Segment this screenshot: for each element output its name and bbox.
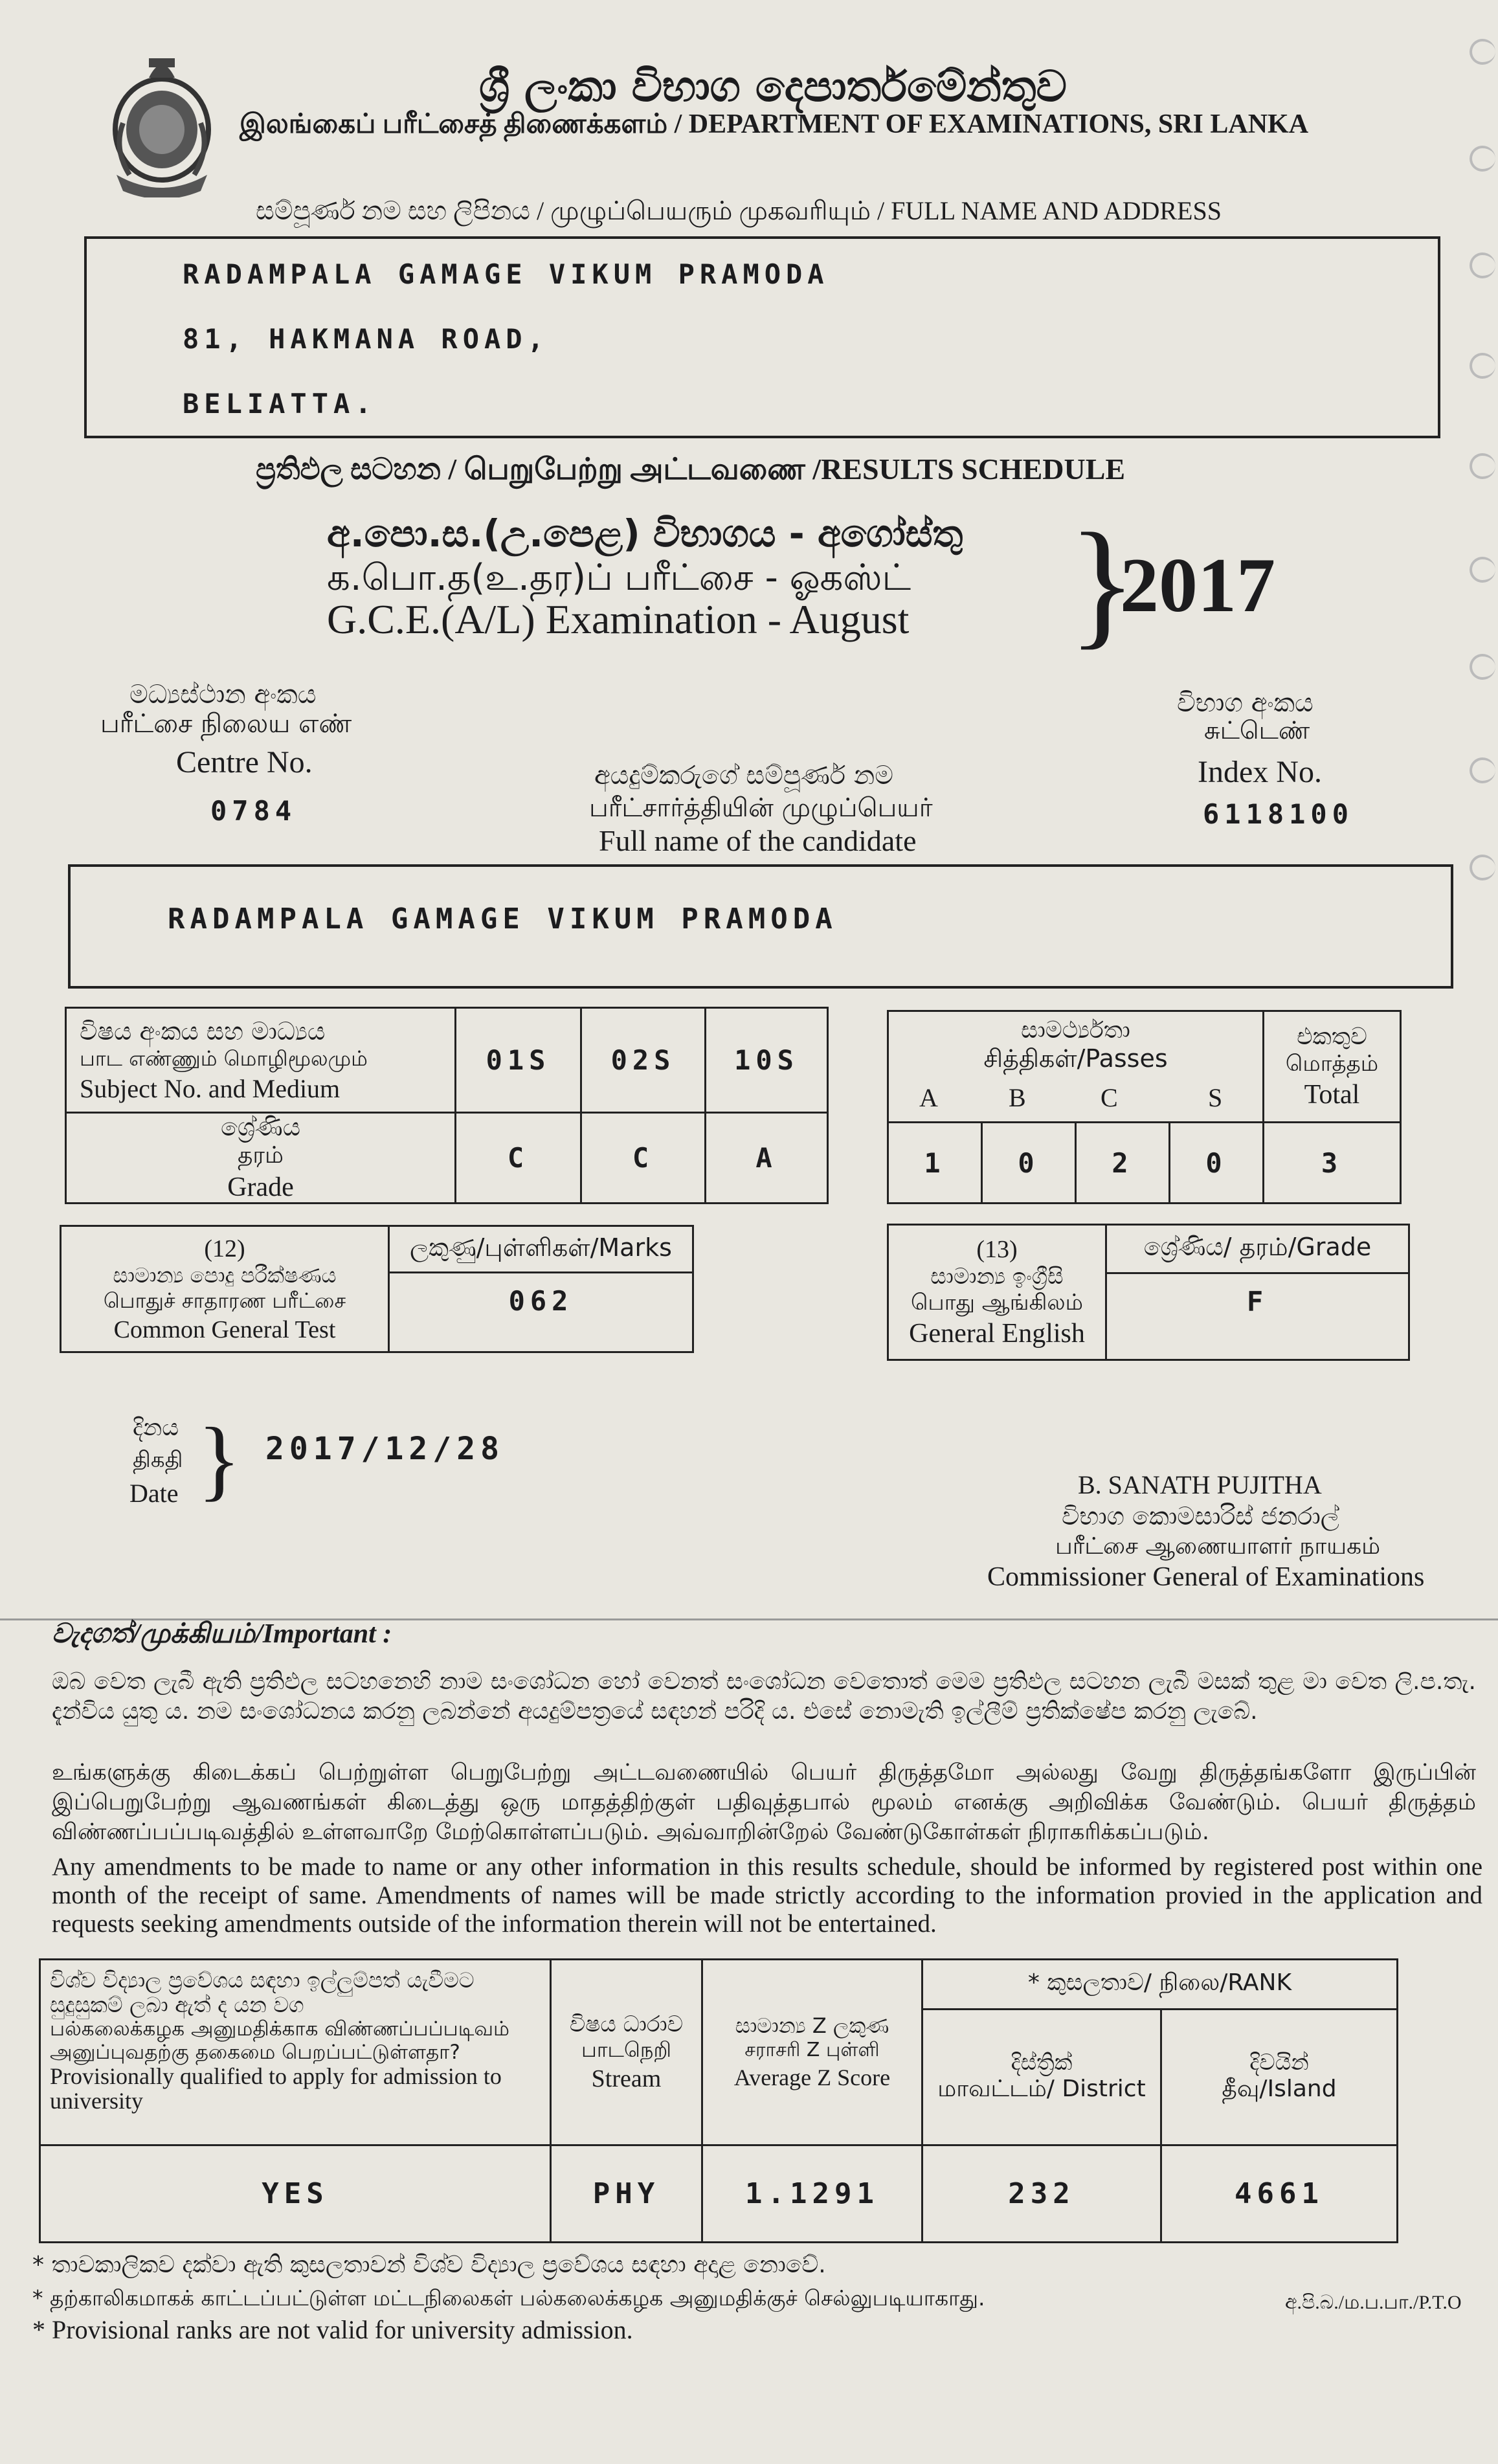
exam-title-sinhala: අ.පො.ස.(උ.පෙළ) විභාගය - අගෝස්තු [327,511,963,555]
stream-label-english: Stream [591,2065,662,2092]
binder-ring [1470,39,1495,65]
island-header [1160,2008,1398,2146]
qualified-question-sinhala: විශ්ව විද්‍යාල ප්‍රවේශය සඳහා ඉල්ලුම්පත් යැවීමට සුදුසුකම් ලබා ඇත් ද යන වග [50,1967,475,2017]
candidate-label-tamil: பரீட்சார்த்தியின் முழுப்பெயர் [589,793,933,823]
address-box [84,236,1440,438]
signatory-title-english: Commissioner General of Examinations [987,1562,1425,1592]
centre-label-tamil: பரீட்சை நிலைய எண் [100,709,352,739]
subject-header-label [65,1007,456,1114]
passes-table [887,1010,1402,1204]
cgt-marks-value: 062 [388,1271,694,1353]
date-label-tamil: திகதி [133,1447,183,1473]
rank-header [921,1958,1398,2010]
total-label-english: Total [1304,1079,1360,1110]
passes-count-c: 2 [1075,1121,1170,1204]
cgt-label [60,1225,390,1353]
ge-grade-header [1105,1224,1410,1274]
cgt-marks-header [388,1225,694,1273]
date-value: 2017/12/28 [265,1431,504,1467]
common-general-test-table [60,1225,694,1353]
ge-grade-value: F [1105,1272,1410,1361]
cgt-label-sinhala: සාමාන්‍ය පොදු පරීක්ෂණය [113,1262,337,1288]
qualified-question [39,1958,552,2146]
sri-lanka-emblem-icon [104,45,220,197]
total-header [1262,1010,1402,1123]
centre-label-english: Centre No. [176,745,313,779]
university-admission-table [39,1958,1398,2243]
stream-header [550,1958,703,2146]
stream-value: PHY [550,2144,703,2243]
passes-count-s: 0 [1168,1121,1264,1204]
address-line-street: 81, HAKMANA ROAD, [183,323,549,355]
qualified-value: YES [39,2144,552,2243]
island-label: தீவு/Island [1222,2075,1337,2102]
grade-label-english: Grade [227,1172,294,1202]
index-number: 6118100 [1203,798,1354,830]
general-english-table [887,1224,1410,1361]
binder-ring [1470,757,1495,783]
cgt-label-english: Common General Test [113,1316,336,1343]
exam-year: 2017 [1120,542,1275,628]
brace-icon: } [197,1409,241,1510]
passes-letter-b: B [1009,1083,1026,1112]
district-header [921,2008,1162,2146]
candidate-name-box [68,864,1453,989]
qualified-question-tamil: பல்கலைக்கழக அனுமதிக்காக விண்ணப்பப்படிவம் அனுப்புவதற்கு தகைமை பெறப்பட்டுள்ளதா? [50,2017,510,2064]
cgt-label-tamil: பொதுச் சாதாரண பரீட்சை [103,1288,346,1313]
candidate-label-sinhala: අයදුම්කරුගේ සම්පූර්ණ නම [594,761,894,790]
z-score-label-english: Average Z Score [733,2065,891,2090]
subject-grade-1: C [454,1112,582,1204]
island-rank-value: 4661 [1160,2144,1398,2243]
index-label-sinhala: විභාග අංකය [1177,688,1314,718]
cgt-marks-label: ලකුණු/புள்ளிகள்/Marks [410,1233,672,1262]
exam-title-tamil: க.பொ.த(உ.தர)ப் பரீட்சை - ஓகஸ்ட் [327,557,911,599]
z-score-label-sinhala: සාමාන්‍ය Z ලකුණ [735,2013,889,2038]
binder-ring [1470,146,1495,172]
rank-label: * කුසලතාව/ நிலை/RANK [1027,1969,1292,1996]
subject-label-sinhala: විෂය අංකය සහ මාධ්‍යය [80,1016,326,1046]
ge-label-tamil: பொது ஆங்கிலம் [910,1290,1084,1316]
department-name-sinhala: ශ්‍රී ලංකා විභාග දෙපාර්තමේන්තුව [479,62,1067,111]
centre-number: 0784 [210,795,297,827]
grade-label-tamil: தரம் [237,1142,284,1169]
address-line-name: RADAMPALA GAMAGE VIKUM PRAMODA [183,258,829,290]
z-score-header [701,1958,923,2146]
grade-header-label [65,1112,456,1204]
passes-total: 3 [1262,1121,1402,1204]
passes-count-b: 0 [981,1121,1077,1204]
binder-ring [1470,855,1495,880]
binder-ring [1470,557,1495,583]
cgt-number: (12) [204,1235,245,1262]
passes-label-tamil: சித்திகள்/Passes [983,1044,1168,1073]
ge-label-sinhala: සාමාන්‍ය ඉංග්‍රීසි [930,1264,1064,1290]
binder-ring [1470,252,1495,278]
passes-count-a: 1 [887,1121,983,1204]
results-schedule-label: ප්‍රතිඵල සටහන / பெறுபேற்று அட்டவணை /RESULTS SCHEDULE [256,453,1126,486]
subject-code-1: 01S [454,1007,582,1114]
subject-code-2: 02S [580,1007,706,1114]
important-heading: වැදගත්/முக்கியம்/Important : [52,1619,392,1649]
subject-label-english: Subject No. and Medium [80,1073,341,1103]
district-label-sinhala: දිස්ත්‍රික් [1011,2049,1073,2076]
z-score-label-tamil: சராசரி Z புள்ளி [744,2039,880,2061]
subject-grade-3: A [704,1112,829,1204]
stream-label-sinhala: විෂය ධාරාව [569,2011,684,2037]
footnote-tamil: * தற்காலிகமாகக் காட்டப்பட்டுள்ள மட்டநிலைகள் பல்கலைக்கழக அனுமதிக்குச் செல்லுபடியாகாது. [32,2285,985,2311]
passes-letter-s: S [1208,1083,1223,1112]
address-label: සම්පූර්ණ නම සහ ලිපිනය / முழுப்பெயரும் முகவரியும் / FULL NAME AND ADDRESS [256,196,1222,225]
index-label-tamil: சுட்டெண் [1204,716,1310,745]
footnote-english: * Provisional ranks are not valid for university admission. [32,2315,633,2344]
candidate-label-english: Full name of the candidate [599,824,917,857]
district-label: மாவட்டம்/ District [937,2075,1146,2102]
binder-ring [1470,353,1495,379]
district-rank-value: 232 [921,2144,1162,2243]
important-text-tamil: உங்களுக்கு கிடைக்கப் பெற்றுள்ள பெறுபேற்று அட்டவணையில் பெயர் திருத்தமோ அல்லது வேறு திருத்தங்களோ இருப்பின் இப்பெறுபேற்று ஆவணங்கள் கிடைத்து ஒரு மாதத்திற்குள் பதிவுத்தபால் மூலம் எனக்கு அறிவிக்க வேண்டும். பெயர் திருத்தம் விண்ணப்பப்படிவத்தில் உள்ளவாறே மேற்கொள்ளப்படும். அவ்வாறின்றேல் வேண்டுகோள்கள் நிராகரிக்கப்படும். [52,1760,1476,1845]
qualified-question-english: Provisionally qualified to apply for admission to university [50,2063,502,2114]
ge-label-english: General English [909,1319,1085,1349]
ge-number: (13) [976,1236,1018,1263]
subjects-table [65,1007,829,1204]
department-name-tamil-english: இலங்கைப் பரீட்சைத் திணைக்களம் / DEPARTMENT OF EXAMINATIONS, SRI LANKA [240,109,1309,139]
ge-label [887,1224,1107,1361]
signatory-name: B. SANATH PUJITHA [1078,1470,1322,1499]
important-text-english: Any amendments to be made to name or any other information in this results schedule, should be informed by registered post within one month of the receipt of same. Amendments of names will be made strictly according to the information provied in the application and requests seeking amendments outside of the information therein will not be entertained. [52,1853,1482,1938]
passes-letter-a: A [919,1083,938,1112]
binder-ring [1470,453,1495,479]
important-text-sinhala: ඔබ වෙත ලැබී ඇති ප්‍රතිඵල සටහනෙහි නාම සංශෝධන හෝ වෙනත් සංශෝධන වෙතොත් මෙම ප්‍රතිඵල සටහන ලැබී මසක් තුළ මා වෙත ලි.ප.තැ. දැන්විය යුතු ය. නම සංශෝධනය කරනු ලබන්නේ අයදුම්පත්‍රයේ සඳහන් පරිදි ය. එසේ නොමැති ඉල්ලීම් ප්‍රතික්ෂේප කරනු ලැබේ. [52,1668,1476,1725]
subject-label-tamil: பாட எண்ணும் மொழிமூலமும் [80,1046,368,1071]
index-label-english: Index No. [1198,755,1322,789]
grade-label-sinhala: ශ්‍රේණිය [220,1113,301,1141]
signatory-title-tamil: பரீட்சை ஆணையாளர் நாயகம் [1055,1533,1381,1560]
address-line-city: BELIATTA. [183,388,377,420]
stream-label-tamil: பாடநெறி [581,2037,671,2062]
centre-label-sinhala: මධ්‍යස්ථාන අංකය [129,680,317,710]
subject-code-3: 10S [704,1007,829,1114]
exam-title-english: G.C.E.(A/L) Examination - August [327,596,910,642]
total-label-tamil: மொத்தம் [1285,1050,1379,1077]
date-label-english: Date [129,1479,179,1508]
date-label-sinhala: දිනය [133,1415,179,1441]
subject-grade-2: C [580,1112,706,1204]
z-score-value: 1.1291 [701,2144,923,2243]
total-label-sinhala: එකතුව [1297,1023,1367,1050]
ge-grade-label: ශ්‍රේණිය/ தரம்/Grade [1143,1233,1372,1261]
island-label-sinhala: දිවයින් [1249,2049,1309,2076]
brace-icon: } [1068,504,1137,662]
passes-letter-c: C [1101,1083,1118,1112]
binder-ring [1470,654,1495,680]
passes-label-sinhala: සාමර්ථ්‍යතා [1021,1017,1130,1044]
signatory-title-sinhala: විභාග කොමසාරිස් ජනරාල් [1062,1502,1339,1530]
please-turn-over: අ.පි.බ./ம.ப.பா./P.T.O [1285,2292,1462,2313]
footnote-sinhala: * තාවකාලිකව දක්වා ඇති කුසලතාවන් විශ්ව විද්‍යාල ප්‍රවේශය සඳහා අදාළ නොවේ. [32,2252,826,2278]
candidate-name: RADAMPALA GAMAGE VIKUM PRAMODA [168,902,838,935]
